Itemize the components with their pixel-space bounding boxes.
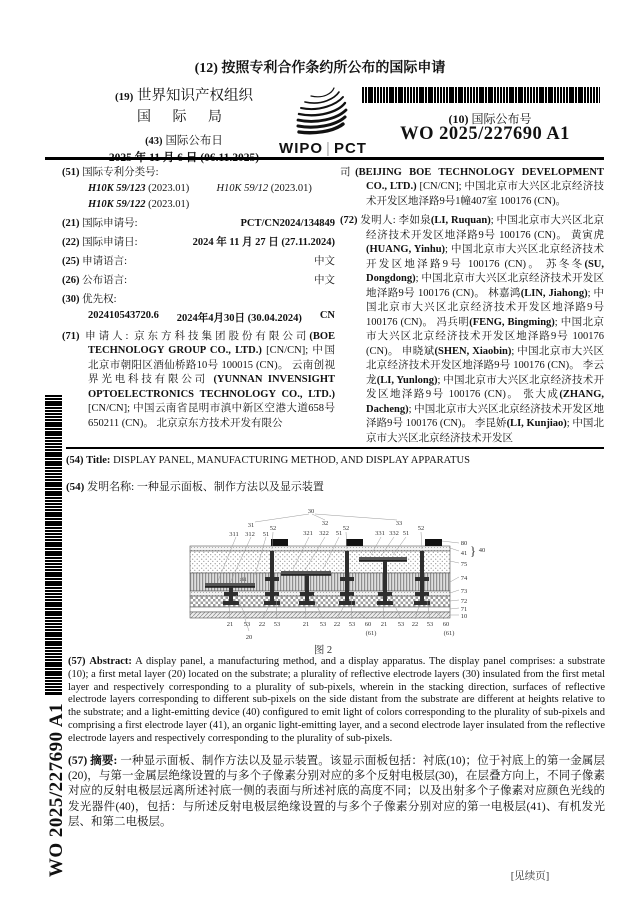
header-rule [45, 157, 604, 160]
org-bureau: 国 际 局 [137, 110, 231, 125]
fig-label-321: 321 [303, 530, 313, 537]
inventors-paragraph [340, 214, 604, 446]
title-en-label: Title: [86, 455, 111, 466]
fig-label-inner-61: ↕61 [239, 578, 247, 583]
inid-25: (25) [62, 256, 80, 268]
fig-label-40: 40 [478, 547, 486, 554]
filing-date-row [62, 236, 335, 250]
ipc-version: (2023.01) [270, 183, 312, 195]
fig-label-311: 311 [229, 531, 239, 538]
pct-publication-text: 按照专利合作条约所公布的国际申请 [221, 61, 446, 76]
filing-lang-label: 申请语言: [82, 256, 128, 268]
title-chinese [66, 478, 604, 494]
applicants-cont-text: 司(BEIJING BOE TECHNOLOGY DEVELOPMENT CO., LTD.) [CN/CN]; 中国北京市大兴区北京经济技术开发区地泽路9号1幢407室 100176 (CN)。 [340, 167, 605, 207]
fig-label-21: 21 [380, 621, 388, 628]
fig-label-31: 31 [247, 522, 255, 529]
vertical-barcode-icon [45, 395, 62, 695]
inid-54-zh: (54) [66, 481, 85, 493]
figure-caption: 图 2 [313, 645, 333, 656]
fig-label-41: 41 [460, 550, 468, 557]
fig-label-80: 80 [460, 540, 468, 547]
org-name-line [78, 84, 290, 105]
issuing-office-block [78, 84, 290, 165]
inid-10: (10) [448, 112, 469, 126]
fig-label-53: 53 [273, 621, 281, 628]
org-name: 世界知识产权组织 [136, 88, 253, 104]
fig-label-60: 60 [442, 621, 450, 628]
inid-22: (22) [62, 236, 80, 248]
inid-43: (43) [145, 136, 163, 147]
inid-26: (26) [62, 275, 80, 287]
fig-label-332: 332 [389, 530, 399, 537]
field-label [62, 255, 127, 269]
abstract-zh-label: 摘要: [90, 755, 118, 767]
appno-label: 国际申请号: [82, 217, 138, 229]
abstract-en-text: A display panel, a manufacturing method, and a display apparatus. The display panel comprises: a substrate (10); a first metal layer (20) located on the substrate; a plurality of reflective electrode layers (30) insulated from the first metal layer and respectively corresponding to a plurality of sub-pixels, wherein in the stacking direction, surfaces of reflective electrode layers corresponding to different sub-pixels on the side distant from the substrate are different at heights relative to the substrate; and a light-emitting device (40) configured to emit light of colors corresponding to the plurality of sub-pixels and comprising a first electrode layer (41), an organic light-emitting layer, and a second electrode layer insulated from the reflective electrode layers and respectively corresponding to the plurality of sub-pixels. [68, 656, 606, 744]
wipo-label: WIPO [279, 140, 324, 157]
priority-label: 优先权: [82, 294, 117, 306]
fig-label-51: 51 [402, 530, 410, 537]
fig-label-21: 21 [302, 621, 310, 628]
title-rule [66, 447, 604, 449]
inid-21: (21) [62, 217, 80, 229]
ipc-codes-line2 [62, 198, 335, 212]
fig-label-30: 30 [307, 508, 315, 515]
wipo-pct-wordmark [268, 140, 378, 157]
abstract-zh-text: 一种显示面板、制作方法以及显示装置。该显示面板包括：衬底(10)；位于衬底上的第一金属层(20)，与第一金属层绝缘设置的与多个子像素分别对应的多个反射电极层(30)，在层叠方向上，不同子像素对应的反射电极层远离所述衬底一侧的表面与所述衬底的高度不同；以及出射多个子像素对应颜色光线的发光器件(40)，包括：与所述反射电极层绝缘设置的与多个子像素分别对应的第一电极层(41)、有机发光层、和第二电极层。 [68, 755, 606, 828]
fig-label-52: 52 [269, 525, 277, 532]
fig-label-51: 51 [335, 530, 343, 537]
fig-label-21: 21 [226, 621, 234, 628]
fig-brace: } [469, 543, 477, 558]
fig-label-72: 72 [460, 598, 468, 605]
biblio-left-column [62, 166, 335, 436]
filing-language: 中文 [314, 256, 335, 268]
fig-label-51: 51 [262, 531, 270, 538]
ipc-codes-line1 [62, 182, 335, 196]
pct-label: PCT [333, 140, 367, 157]
application-number: PCT/CN2024/134849 [240, 217, 335, 229]
priority-heading [62, 293, 335, 307]
layer-41-first-electrode [190, 546, 450, 551]
publication-language: 中文 [314, 275, 335, 287]
inid-57-en: (57) [68, 656, 86, 667]
fig-label-22: 22 [333, 621, 341, 628]
applicants-paragraph [62, 330, 335, 431]
inid-51: (51) [62, 167, 80, 178]
fig-label-312: 312 [245, 531, 255, 538]
inid-30: (30) [62, 294, 80, 306]
display-panel-cross-section [133, 504, 513, 659]
inid-12: (12) [194, 61, 218, 76]
fig-label-53: 53 [319, 621, 327, 628]
filing-date: 2024 年 11 月 27 日 (27.11.2024) [192, 236, 335, 248]
ipc-code: H10K 59/123 [88, 183, 146, 195]
abstract-english [68, 656, 605, 746]
priority-data-row [62, 310, 335, 325]
pct-publication-line [0, 57, 640, 77]
inid-71: (71) [62, 330, 80, 342]
pubdate-label: 国际公布日 [165, 135, 223, 147]
biblio-right-column [340, 166, 604, 451]
pubnum-label: 国际公布号 [471, 112, 532, 126]
field-label [62, 217, 138, 231]
title-zh-label: 发明名称: [87, 481, 135, 493]
light-emitting-bumps-80 [271, 539, 442, 546]
fig-label-60: 60 [364, 621, 372, 628]
field-label [62, 236, 138, 250]
ipc-version: (2023.01) [148, 198, 190, 210]
wipo-logo-icon [291, 86, 353, 143]
fig-label-61: (61) [365, 630, 377, 637]
barcode-icon [362, 87, 600, 103]
abstract-chinese [68, 754, 605, 830]
wordmark-divider: | [326, 140, 331, 157]
ipc-heading [62, 166, 335, 180]
priority-number: 202410543720.6 [88, 309, 159, 321]
pubdate-label-line [78, 132, 290, 148]
application-number-row [62, 217, 335, 231]
fig-label-52: 52 [342, 525, 350, 532]
fig-label-22: 22 [258, 621, 266, 628]
fig-label-53: 53 [243, 621, 251, 628]
inid-19: (19) [115, 91, 134, 103]
publication-language-row [62, 274, 335, 288]
applicants-text: 申请人: 京东方科技集团股份有限公司(BOE TECHNOLOGY GROUP CO., LTD.) [CN/CN]; 中国北京市朝阳区酒仙桥路10号 100015 (CN)。 云南创视界光电科技有限公司 (YUNNAN INVENSIGHT OPTOELECTRONICS TECHNOLOGY CO., LTD.) [CN/CN]; 中国云南省昆明市滇中新区空港大道658号 650211 (CN)。 北京京东方技术开发有限公 [85, 330, 335, 429]
title-english [66, 455, 604, 466]
fig-label-73: 73 [460, 588, 468, 595]
continuation-notice: [见续页] [510, 871, 550, 882]
inid-54-en: (54) [66, 455, 84, 466]
publication-number: WO 2025/227690 A1 [400, 124, 570, 144]
fig-label-75: 75 [460, 561, 468, 568]
inid-72: (72) [340, 215, 358, 227]
ipc-version: (2023.01) [148, 183, 190, 195]
fig-label-53: 53 [397, 621, 405, 628]
figure-2 [133, 504, 513, 664]
fig-label-10: 10 [460, 613, 468, 620]
abstract-en-label: Abstract: [89, 656, 132, 667]
inid-57-zh: (57) [68, 755, 88, 767]
applicants-continuation [340, 166, 604, 209]
fig-label-74: 74 [460, 575, 468, 582]
priority-country: CN [319, 309, 335, 321]
inventors-text: 发明人: 李如泉(LI, Ruquan); 中国北京市大兴区北京经济技术开发区地泽路9号 100176 (CN)。 黄寅虎(HUANG, Yinhu); 中国北京市大兴区北京经济技术开发区地泽路9号 100176 (CN)。 苏冬冬(SU, Dongdong); 中国北京市大兴区北京经济技术开发区地泽路9号 100176 (CN)。 林嘉鸿(LIN, Jiahong); 中国北京市大兴区北京经济技术开发区地泽路9号 100176 (CN)。 冯兵明(FENG, Bingming); 中国北京市大兴区北京经济技术开发区地泽路9号 100176 (CN)。 申晓斌(SHEN, Xiaobin); 中国北京市大兴区北京经济技术开发区地泽路9号 100176 (CN)。 李云龙(LI, Yunlong); 中国北京市大兴区北京经济技术开发区地泽路9号 100176 (CN)。 张大成(ZHANG, Dacheng); 中国北京市大兴区北京经济技术开发区地泽路9号 100176 (CN)。 李昆娇(LI, Kunjiao); 中国北京市大兴区北京经济技术开发区 [360, 215, 605, 444]
title-en-text: DISPLAY PANEL, MANUFACTURING METHOD, AND DISPLAY APPARATUS [113, 455, 470, 466]
fig-label-53: 53 [348, 621, 356, 628]
filing-language-row [62, 255, 335, 269]
fig-label-52: 52 [417, 525, 425, 532]
pub-lang-label: 公布语言: [82, 275, 128, 287]
ipc-code: H10K 59/12 [216, 183, 269, 195]
fig-label-71: 71 [460, 606, 468, 613]
title-zh-text: 一种显示面板、制作方法以及显示装置 [136, 481, 324, 493]
fig-label-32: 32 [321, 520, 329, 527]
fig-label-33: 33 [395, 520, 403, 527]
ipc-label: 国际专利分类号: [82, 167, 159, 178]
ipc-code: H10K 59/122 [88, 198, 146, 210]
fig-label-331: 331 [375, 530, 385, 537]
fig-label-53: 53 [426, 621, 434, 628]
appdate-label: 国际申请日: [82, 236, 138, 248]
field-label [62, 274, 127, 288]
fig-label-22: 22 [411, 621, 419, 628]
fig-label-20: 20 [245, 634, 253, 641]
sidebar-publication-number: WO 2025/227690 A1 [46, 702, 67, 878]
priority-date: 2024年4月30日 (30.04.2024) [176, 312, 302, 324]
fig-label-322: 322 [319, 530, 329, 537]
fig-label-61: (61) [443, 630, 455, 637]
